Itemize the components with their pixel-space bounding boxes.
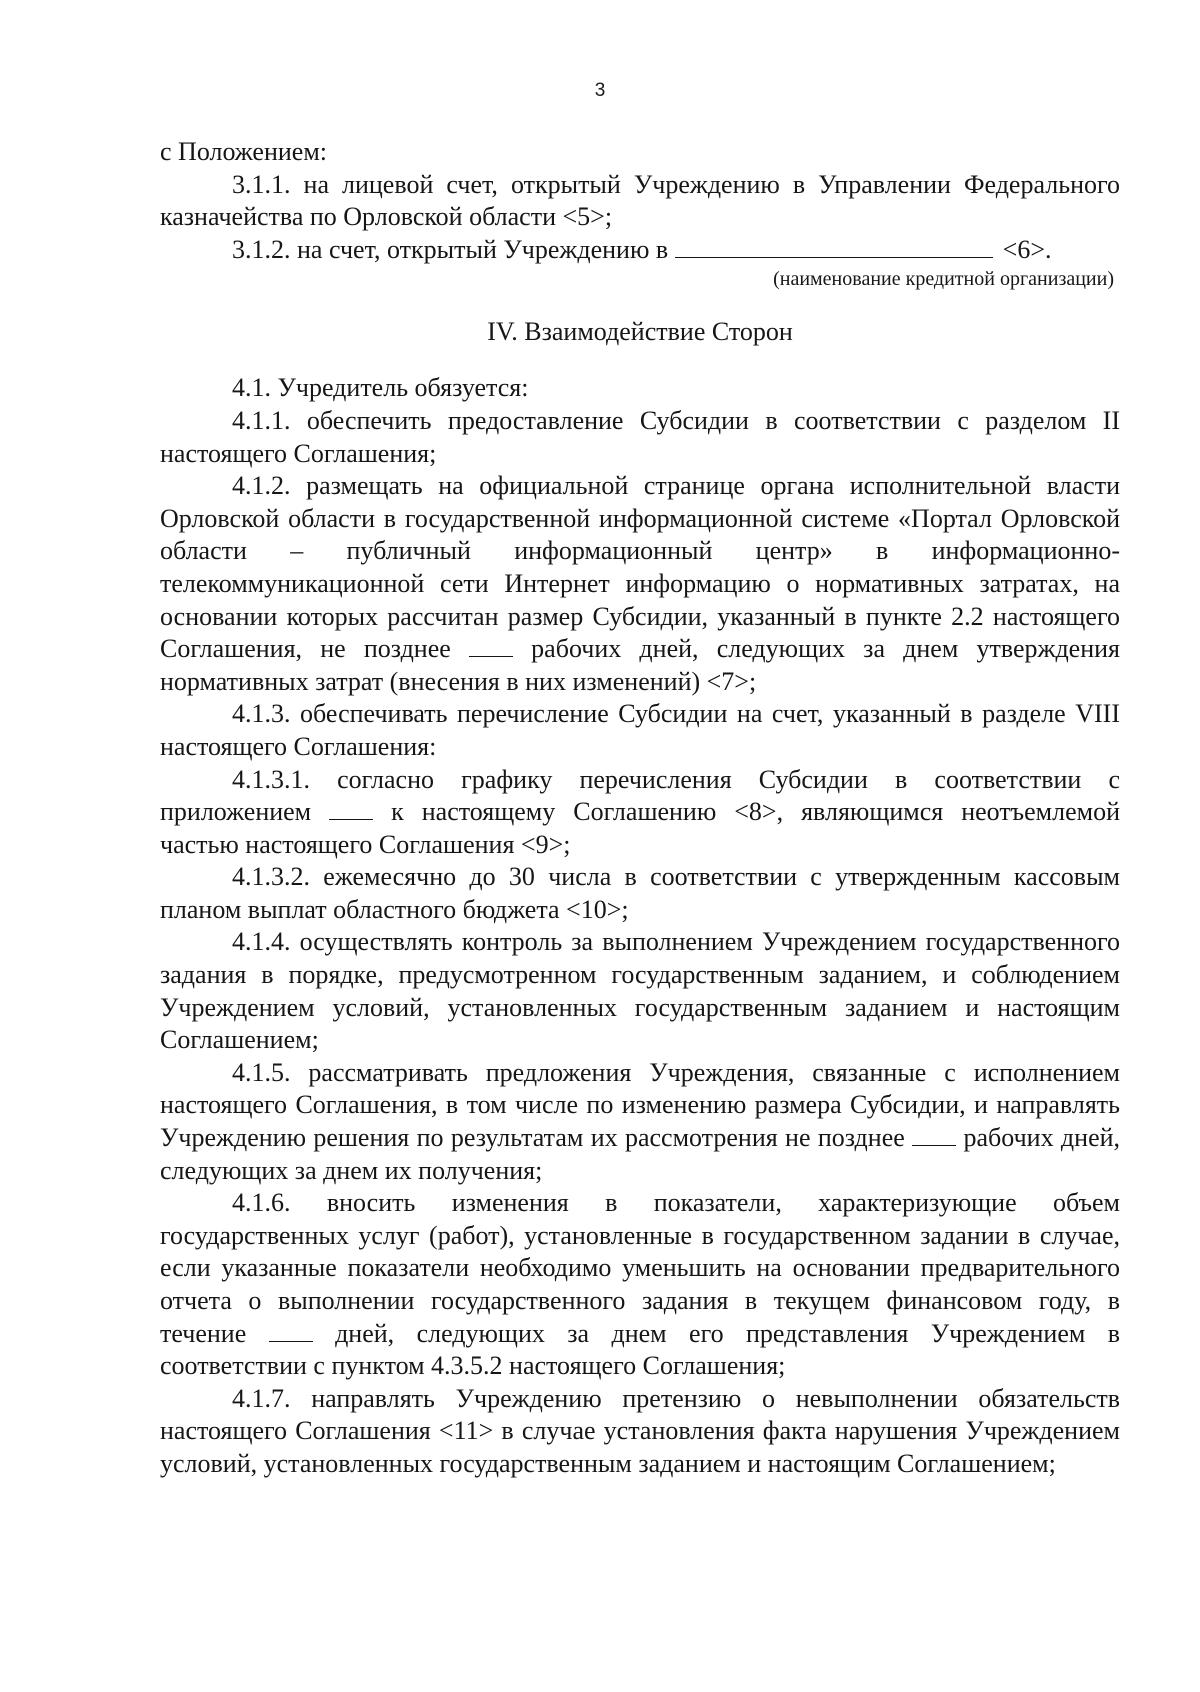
paragraph-4-1-2-text-a: 4.1.2. размещать на официальной странице органа исполнительной власти Орловской области в государственной информационной системе «Портал Орловской области – публичный информационный центр» в информационно-телекоммуникационной сети Интернет информацию о нормативных затратах, на основании которых рассчитан размер Субсидии, указанный в пункте 2.2 настоящего Соглашения, не позднее bbox=[160, 471, 1120, 664]
footnote-ref-6: <6>. bbox=[1002, 234, 1052, 264]
review-days-blank bbox=[912, 1123, 956, 1146]
paragraph-4-1-3-2: 4.1.3.2. ежемесячно до 30 числа в соответствии с утвержденным кассовым планом выплат областного бюджета <10>; bbox=[160, 862, 1120, 924]
paragraph-4-1-2 bbox=[160, 470, 1120, 698]
paragraph-3-1-2-text: 3.1.2. на счет, открытый Учреждению в bbox=[232, 234, 669, 264]
paragraph-4-1-2-text-b: рабочих дней, следующих за днем утверждения нормативных затрат (внесения в них изменений) <7>; bbox=[160, 634, 1121, 696]
paragraph-4-1-3-1-text-b: к настоящему Соглашению <8>, являющимся неотъемлемой частью настоящего Соглашения <9>; bbox=[160, 797, 1120, 859]
section-title: IV. Взаимодействие Сторон bbox=[487, 317, 793, 347]
paragraph-3-1-2 bbox=[160, 234, 1120, 267]
paragraph-intro: с Положением: bbox=[160, 137, 328, 166]
credit-organization-caption: (наименование кредитной организации) bbox=[773, 268, 1114, 291]
paragraph-4-1-3: 4.1.3. обеспечивать перечисление Субсидии на счет, указанный в разделе VIII настоящего Соглашения: bbox=[160, 699, 1120, 761]
paragraph-4-1: 4.1. Учредитель обязуется: bbox=[232, 373, 529, 403]
appendix-number-blank bbox=[329, 797, 373, 820]
document-body bbox=[160, 136, 1120, 1481]
paragraph-4-1-6-text-b: дней, следующих за днем его представления Учреждением в соответствии с пунктом 4.3.5.2 настоящего Соглашения; bbox=[160, 1318, 1120, 1381]
paragraph-4-1-5-text-a: 4.1.5. рассматривать предложения Учреждения, связанные с исполнением настоящего Соглашения, в том числе по изменению размера Субсидии, и направлять Учреждению решения по результатам их рассмотрения не позднее bbox=[160, 1057, 1120, 1153]
paragraph-4-1-6 bbox=[160, 1187, 1120, 1383]
paragraph-4-1-5 bbox=[160, 1057, 1120, 1187]
paragraph-4-1-1: 4.1.1. обеспечить предоставление Субсидии в соответствии с разделом II настоящего Соглашения; bbox=[160, 405, 1120, 468]
credit-organization-blank bbox=[675, 235, 993, 258]
paragraph-4-1-6-text-a: 4.1.6. вносить изменения в показатели, характеризующие объем государственных услуг (работ), установленные в государственном задании в случае, если указанные показатели необходимо уменьшить на основании предварительного отчета о выполнении государственного задания в текущем финансовом году, в течение bbox=[160, 1188, 1120, 1348]
paragraph-3-1-1: 3.1.1. на лицевой счет, открытый Учреждению в Управлении Федерального казначейства по Орловской области <5>; bbox=[160, 169, 1120, 232]
paragraph-4-1-3-1-text-a: 4.1.3.1. согласно графику перечисления Субсидии в соответствии с приложением bbox=[160, 764, 1120, 827]
working-days-blank bbox=[469, 634, 513, 657]
paragraph-4-1-4: 4.1.4. осуществлять контроль за выполнением Учреждением государственного задания в порядке, предусмотренном государственным заданием, и соблюдением Учреждением условий, установленных государственным заданием и настоящим Соглашением; bbox=[160, 927, 1120, 1055]
change-days-blank bbox=[269, 1319, 313, 1342]
paragraph-4-1-5-text-b: рабочих дней, следующих за днем их получения; bbox=[160, 1123, 1121, 1185]
paragraph-4-1-7: 4.1.7. направлять Учреждению претензию о невыполнении обязательств настоящего Соглашения <11> в случае установления факта нарушения Учреждением условий, установленных государственным заданием и настоящим Соглашением; bbox=[160, 1383, 1120, 1478]
page-number: 3 bbox=[594, 80, 606, 101]
paragraph-4-1-3-1 bbox=[160, 764, 1120, 862]
